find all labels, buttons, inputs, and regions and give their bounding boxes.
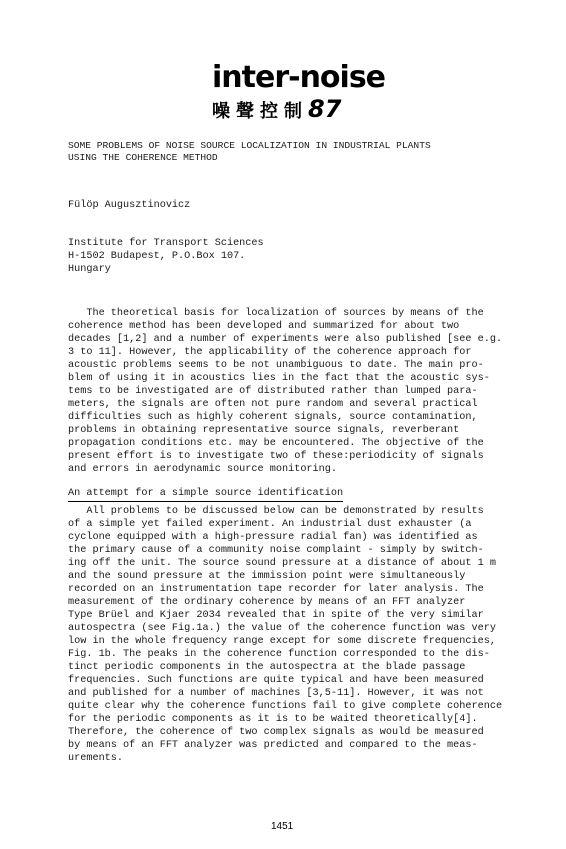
section-heading: An attempt for a simple source identification — [68, 487, 343, 502]
author-affiliation: Institute for Transport Sciences H-1502 Budapest, P.O.Box 107. Hungary — [68, 238, 264, 275]
logo-year: 87 — [308, 95, 342, 123]
paper-title: SOME PROBLEMS OF NOISE SOURCE LOCALIZATION IN INDUSTRIAL PLANTS USING THE COHERENCE METHOD — [68, 140, 431, 163]
conference-logo: inter-noise — [212, 60, 386, 95]
page-number: 1451 — [271, 821, 294, 832]
body-paragraph-experiment: All problems to be discussed below can be demonstrated by results of a simple yet failed experiment. An industrial dust exhauster (a cyclone equipped with a high-pressure radial fan) was identified as the primary cause of a community noise complaint - simply by switch- ing off the unit. The source sound pressure at a distance of about 1 m and the sound pressure at the immission point were simultaneously recorded on an instrumentation tape recorder for later analysis. The measurement of the ordinary coherence by means of an FFT analyzer Type Brüel and Kjaer 2034 revealed that in spite of the very similar autospectra (see Fig.1a.) the value of the coherence function was very low in the whole frequency range except for some discrete frequencies, Fig. 1b. The peaks in the coherence function corresponded to the dis- tinct periodic components in the autospectra at the blade passage frequencies. Such functions are quite typical and have been measured and published for a number of machines [3,5-11]. However, it was not quite clear why the coherence functions fail to give complete coherence for the periodic components as it is to be waited theoretically[4]. Therefore, the coherence of two complex signals as would be measured by means of an FFT analyzer was predicted and compared to the meas- urements. — [68, 506, 503, 764]
logo-chinese-text: 噪聲控制 — [212, 101, 308, 122]
conference-logo-chinese — [212, 95, 341, 123]
body-paragraph-intro: The theoretical basis for localization of sources by means of the coherence method has been developed and summarized for about two decades [1,2] and a number of experiments were also published [see e.g. 3 to 11]. However, the applicability of the coherence approach for acoustic problems seems to be not unambiguous to date. The main pro- blem of using it in acoustics lies in the fact that the acoustic sys- tems to be investigated are of distributed rather than lumped para- meters, the signals are often not pure random and several practical difficulties such as highly coherent signals, source contamination, problems in obtaining representative source signals, reverberant propagation conditions etc. may be encountered. The objective of the present effort is to investigate two of these:periodicity of signals and errors in aerodynamic source monitoring. — [68, 308, 503, 475]
author-name: Fülöp Augusztinovicz — [68, 200, 191, 211]
